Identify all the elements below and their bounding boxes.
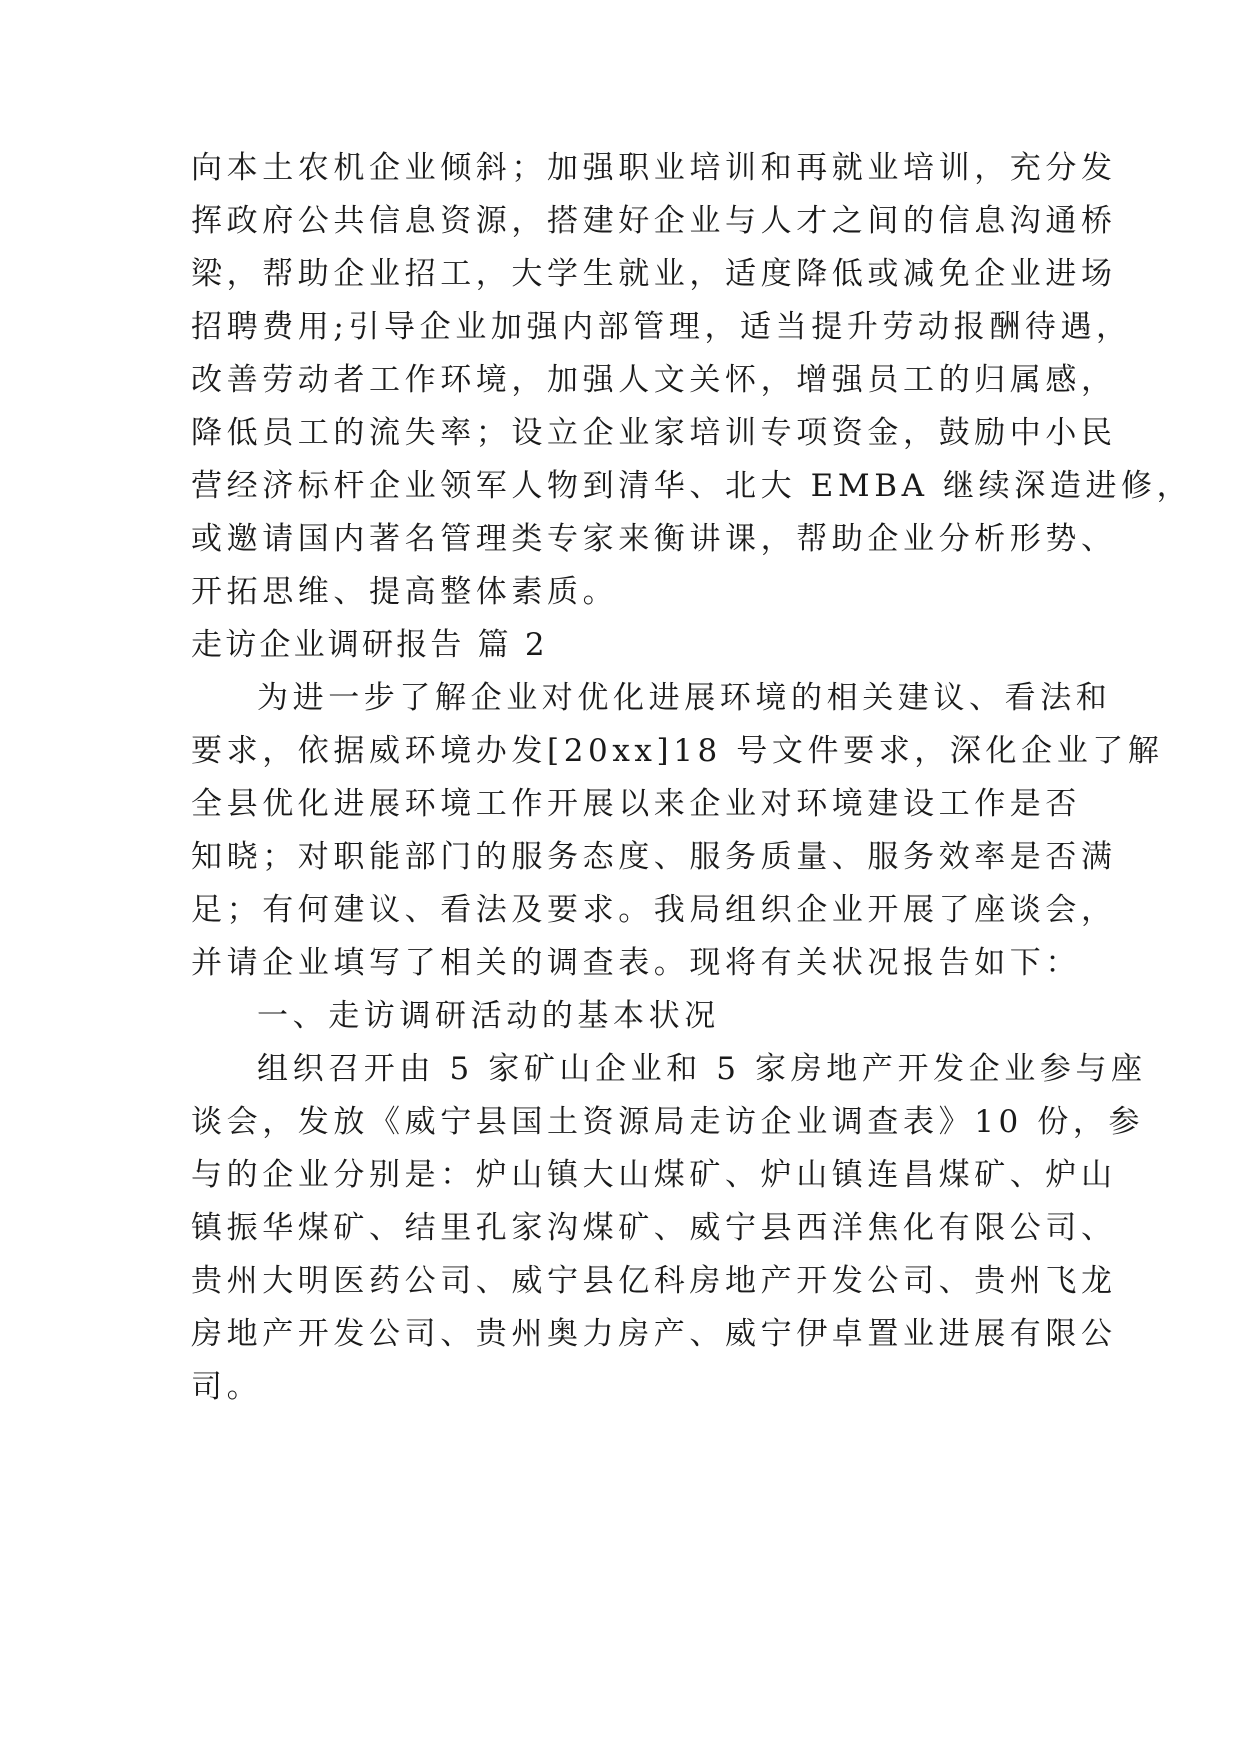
paragraph-line: 梁，帮助企业招工，大学生就业，适度降低或减免企业进场 — [191, 256, 1117, 292]
subsection-heading: 一、走访调研活动的基本状况 — [257, 998, 720, 1034]
paragraph-line: 司。 — [191, 1369, 263, 1405]
paragraph-line: 招聘费用;引导企业加强内部管理，适当提升劳动报酬待遇， — [191, 309, 1132, 345]
paragraph-line: 全县优化进展环境工作开展以来企业对环境建设工作是否 — [191, 786, 1081, 822]
paragraph-line: 营经济标杆企业领军人物到清华、北大 EMBA 继续深造进修， — [191, 468, 1193, 504]
paragraph-line: 足；有何建议、看法及要求。我局组织企业开展了座谈会， — [191, 892, 1117, 928]
paragraph-line: 或邀请国内著名管理类专家来衡讲课，帮助企业分析形势、 — [191, 521, 1117, 557]
paragraph-line: 并请企业填写了相关的调查表。现将有关状况报告如下： — [191, 945, 1081, 981]
paragraph-line: 房地产开发公司、贵州奥力房产、威宁伊卓置业进展有限公 — [191, 1316, 1117, 1352]
paragraph-line: 镇振华煤矿、结里孔家沟煤矿、威宁县西洋焦化有限公司、 — [191, 1210, 1117, 1246]
paragraph-line: 谈会，发放《威宁县国土资源局走访企业调查表》10 份，参 — [191, 1104, 1145, 1140]
paragraph-line: 知晓；对职能部门的服务态度、服务质量、服务效率是否满 — [191, 839, 1117, 875]
paragraph-line: 要求，依据威环境办发[20xx]18 号文件要求，深化企业了解 — [191, 733, 1164, 769]
paragraph-line: 组织召开由 5 家矿山企业和 5 家房地产开发企业参与座 — [257, 1051, 1147, 1087]
paragraph-line: 开拓思维、提高整体素质。 — [191, 574, 619, 610]
paragraph-line: 与的企业分别是：炉山镇大山煤矿、炉山镇连昌煤矿、炉山 — [191, 1157, 1117, 1193]
paragraph-line: 降低员工的流失率；设立企业家培训专项资金，鼓励中小民 — [191, 415, 1117, 451]
paragraph-line: 向本土农机企业倾斜；加强职业培训和再就业培训，充分发 — [191, 150, 1117, 186]
paragraph-line: 挥政府公共信息资源，搭建好企业与人才之间的信息沟通桥 — [191, 203, 1117, 239]
paragraph-line: 为进一步了解企业对优化进展环境的相关建议、看法和 — [257, 680, 1112, 716]
section-heading: 走访企业调研报告 篇 2 — [191, 627, 548, 663]
paragraph-line: 改善劳动者工作环境，加强人文关怀，增强员工的归属感， — [191, 362, 1117, 398]
paragraph-line: 贵州大明医药公司、威宁县亿科房地产开发公司、贵州飞龙 — [191, 1263, 1117, 1299]
